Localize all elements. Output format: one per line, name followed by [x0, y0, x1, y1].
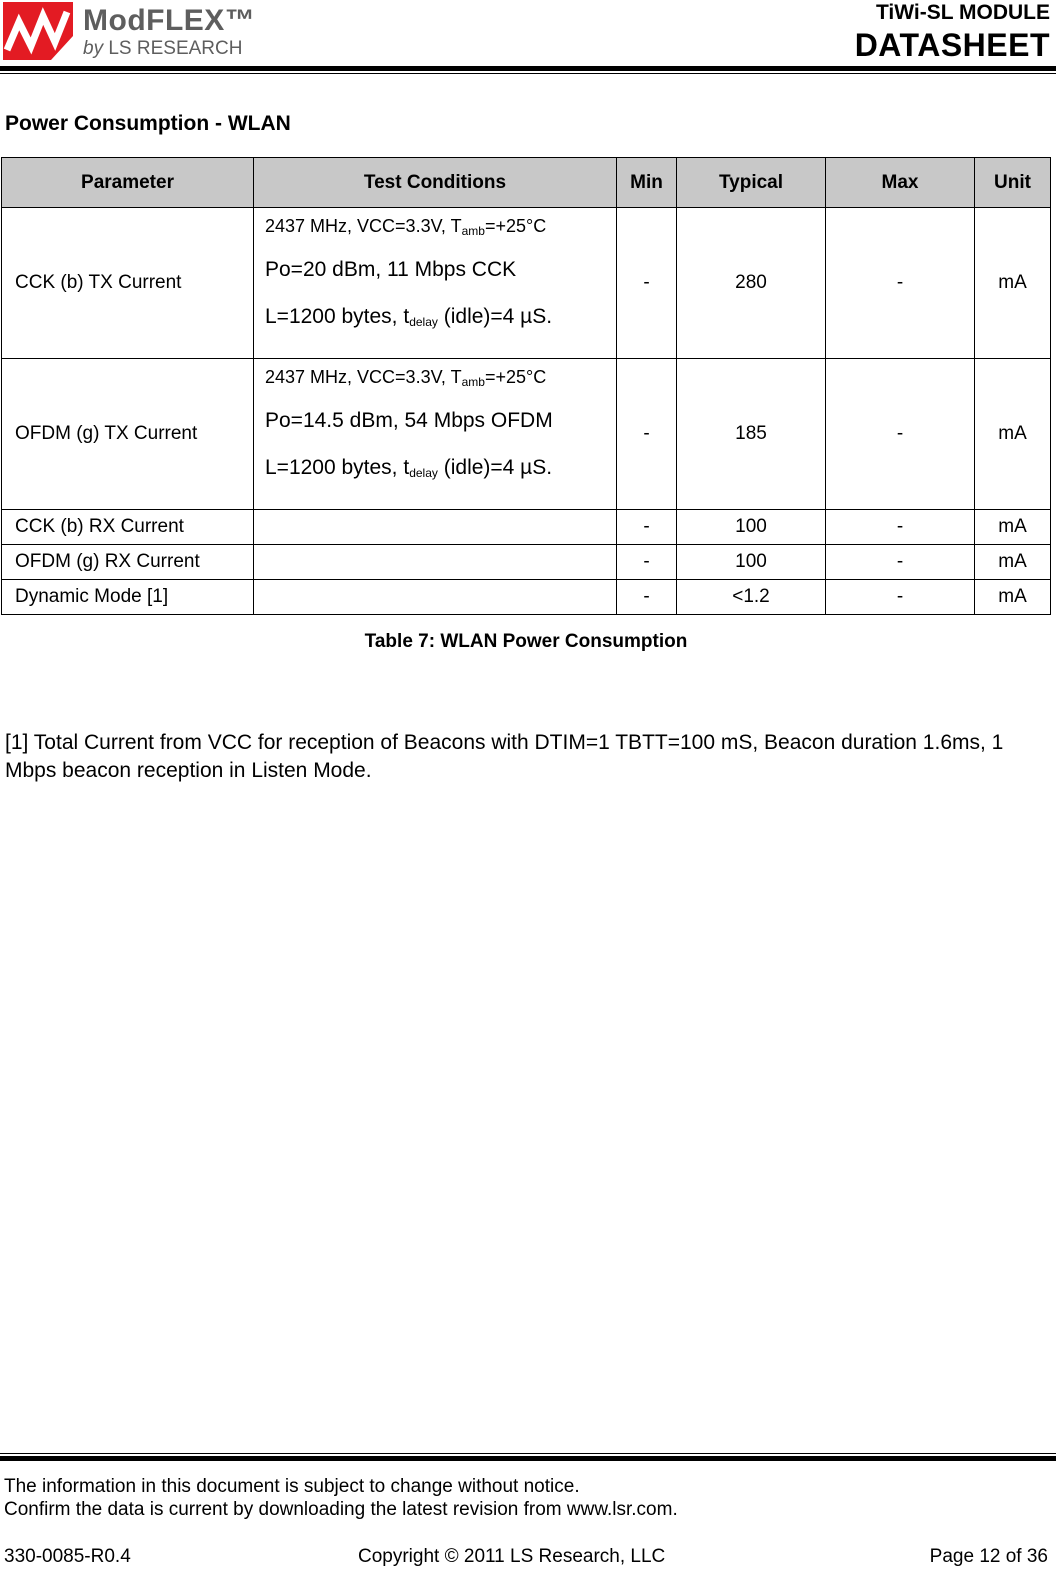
cell-max: - — [826, 208, 975, 359]
cell-typical: 280 — [677, 208, 826, 359]
cell-max: - — [826, 545, 975, 580]
col-header-min: Min — [617, 158, 677, 208]
cell-unit: mA — [975, 580, 1051, 615]
cell-min: - — [617, 580, 677, 615]
table-row — [2, 208, 1051, 359]
cell-typical: <1.2 — [677, 580, 826, 615]
module-title: TiWi-SL MODULE — [875, 1, 1050, 24]
col-header-max: Max — [826, 158, 975, 208]
cell-typical: 185 — [677, 359, 826, 510]
cell-test-conditions — [254, 545, 617, 580]
cell-max: - — [826, 510, 975, 545]
footer-rule-thin — [0, 1453, 1056, 1454]
table-row — [2, 359, 1051, 510]
table-row — [2, 580, 1051, 615]
cell-test-conditions — [254, 510, 617, 545]
table-row — [2, 545, 1051, 580]
company-logo — [3, 0, 293, 64]
wlan-power-table — [1, 157, 1051, 615]
condition-frequency: 2437 MHz, VCC=3.3V, $T_{amb}=+25^\circ C$ — [265, 216, 547, 238]
cell-parameter: OFDM (g) RX Current — [2, 545, 254, 580]
cell-unit: mA — [975, 545, 1051, 580]
cell-unit: mA — [975, 208, 1051, 359]
cell-max: - — [826, 580, 975, 615]
cell-parameter: CCK (b) TX Current — [2, 208, 254, 359]
footer-notice-line1: The information in this document is subject to change without notice. — [4, 1476, 580, 1497]
cell-parameter: OFDM (g) TX Current — [2, 359, 254, 510]
col-header-unit: Unit — [975, 158, 1051, 208]
table-header-row — [2, 158, 1051, 208]
logo-company: LS RESEARCH — [108, 38, 243, 59]
cell-parameter: CCK (b) RX Current — [2, 510, 254, 545]
cell-test-conditions — [254, 208, 617, 359]
header-rule — [0, 66, 1056, 71]
cell-typical: 100 — [677, 545, 826, 580]
modflex-logo-icon — [3, 2, 75, 62]
cell-min: - — [617, 359, 677, 510]
col-header-typical: Typical — [677, 158, 826, 208]
cell-test-conditions — [254, 359, 617, 510]
condition-length: L=1200 bytes, $t_{delay}$ (idle)=4 µS. — [265, 305, 553, 329]
cell-max: - — [826, 359, 975, 510]
logo-tagline — [83, 38, 242, 60]
cell-parameter: Dynamic Mode [1] — [2, 580, 254, 615]
cell-min: - — [617, 208, 677, 359]
footnote: [1] Total Current from VCC for reception of Beacons with DTIM=1 TBTT=100 mS, Beacon duration 1.6ms, 1 Mbps beacon reception in Listen Mode. — [5, 731, 1004, 782]
condition-length: L=1200 bytes, $t_{delay}$ (idle)=4 µS. — [265, 456, 553, 480]
col-header-test-conditions: Test Conditions — [254, 158, 617, 208]
cell-min: - — [617, 545, 677, 580]
condition-power: Po=14.5 dBm, 54 Mbps OFDM — [265, 409, 553, 432]
footer-rule — [0, 1456, 1056, 1461]
footer-doc-number: 330-0085-R0.4 — [4, 1546, 131, 1567]
cell-min: - — [617, 510, 677, 545]
logo-by-word: by — [83, 38, 104, 59]
cell-unit: mA — [975, 510, 1051, 545]
cell-test-conditions — [254, 580, 617, 615]
logo-wordmark: ModFLEX™ — [83, 4, 256, 37]
section-title: Power Consumption - WLAN — [5, 112, 291, 135]
cell-unit: mA — [975, 359, 1051, 510]
header-rule-thin — [0, 73, 1056, 74]
footer-notice-line2: Confirm the data is current by downloading the latest revision from www.lsr.com. — [4, 1499, 678, 1520]
condition-frequency: 2437 MHz, VCC=3.3V, $T_{amb}=+25^\circ C$ — [265, 367, 547, 389]
cell-typical: 100 — [677, 510, 826, 545]
table-caption: Table 7: WLAN Power Consumption — [364, 631, 688, 652]
col-header-parameter: Parameter — [2, 158, 254, 208]
condition-power: Po=20 dBm, 11 Mbps CCK — [265, 258, 517, 281]
footer-page-number: Page 12 of 36 — [929, 1546, 1048, 1567]
footer-copyright: Copyright © 2011 LS Research, LLC — [358, 1546, 666, 1567]
doc-type-title: DATASHEET — [854, 27, 1050, 63]
table-row — [2, 510, 1051, 545]
